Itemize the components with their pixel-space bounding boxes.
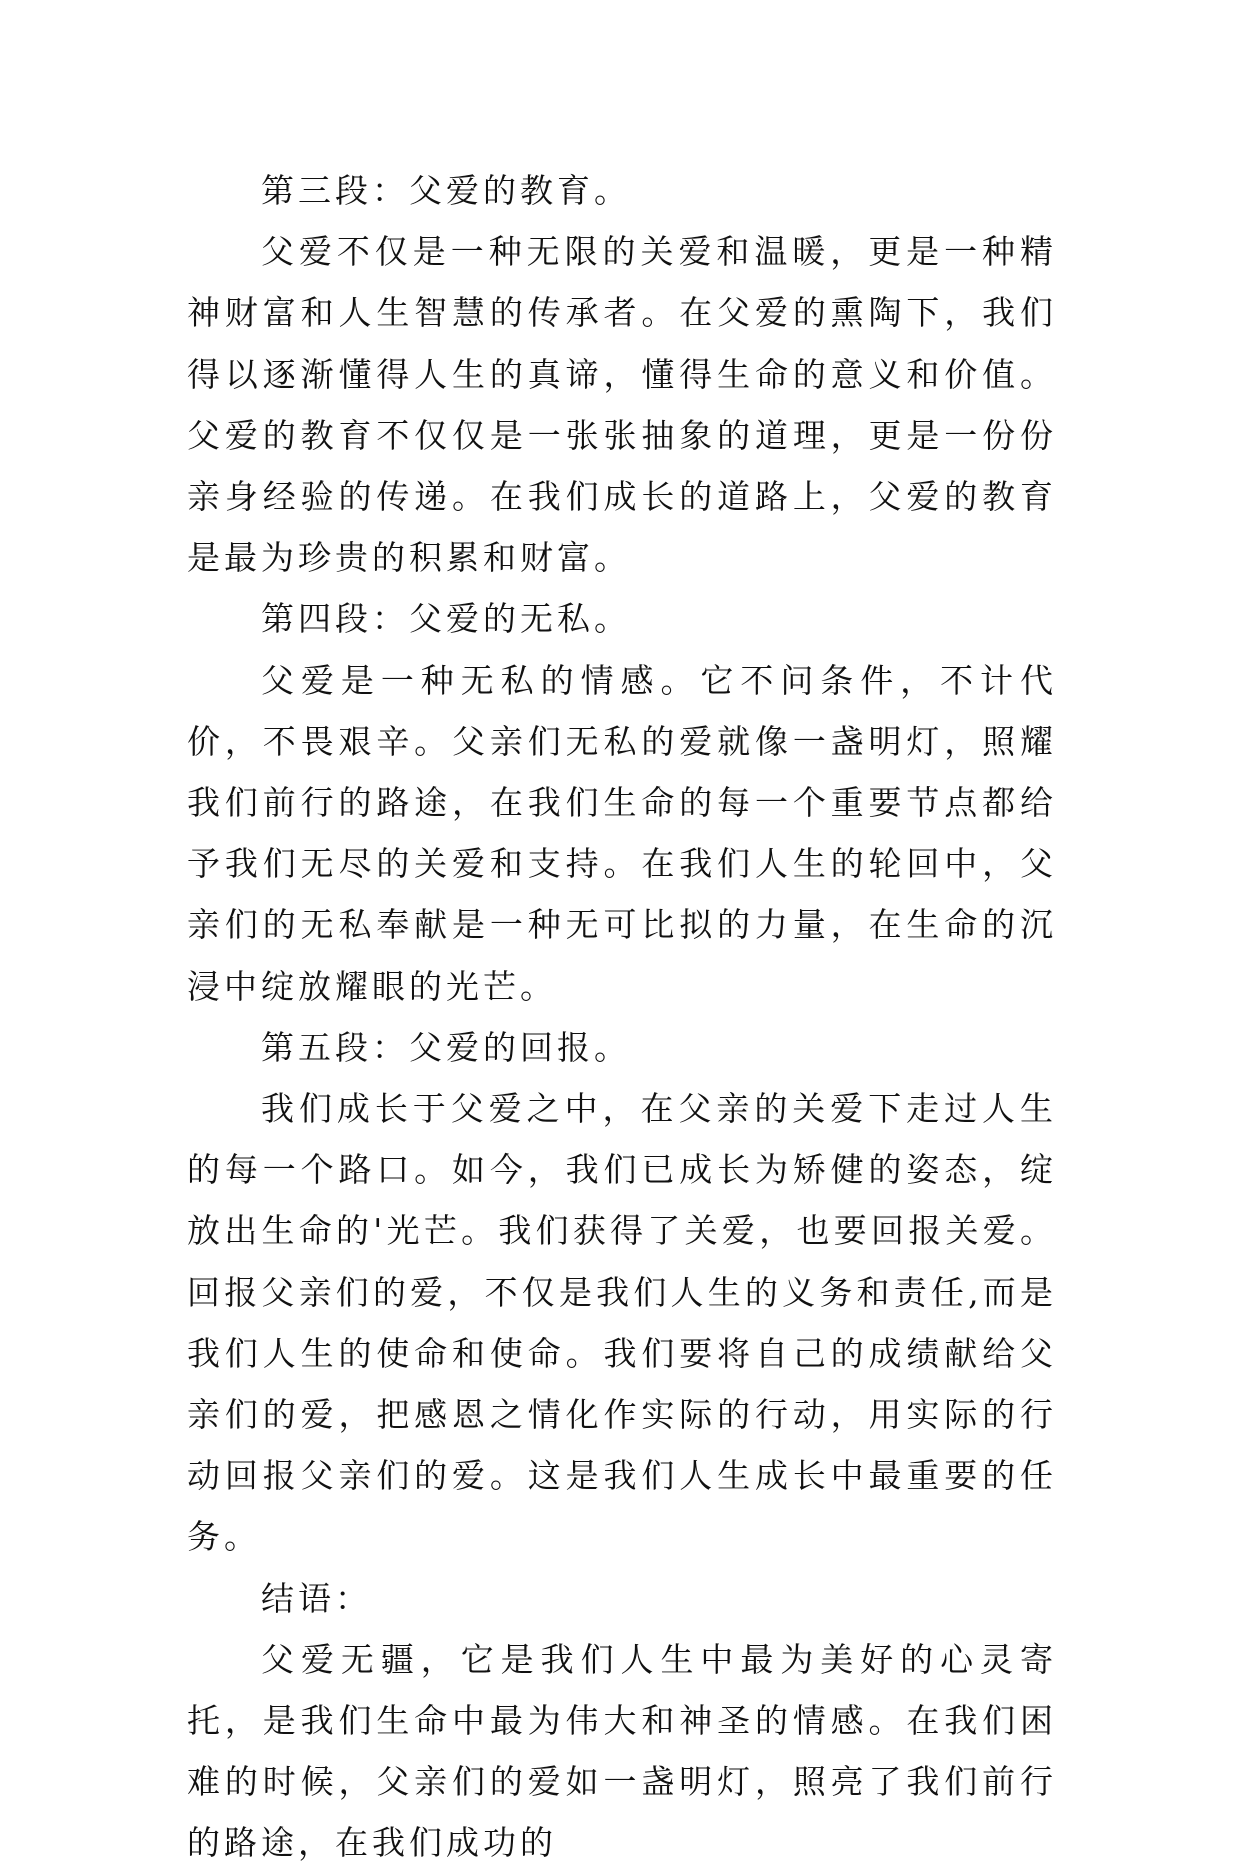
section-heading-4: 第四段：父爱的无私。 bbox=[261, 599, 631, 639]
paragraph-conclusion: 父爱无疆，它是我们人生中最为美好的心灵寄托，是我们生命中最为伟大和神圣的情感。在我们困难的时候，父亲们的爱如一盏明灯，照亮了我们前行的路途，在我们成功的 bbox=[187, 1639, 1057, 1863]
section-heading-5: 第五段：父爱的回报。 bbox=[261, 1027, 631, 1067]
paragraph-selflessness: 父爱是一种无私的情感。它不问条件，不计代价，不畏艰辛。父亲们无私的爱就像一盏明灯，照耀我们前行的路途，在我们生命的每一个重要节点都给予我们无尽的关爱和支持。在我们人生的轮回中，父亲们的无私奉献是一种无可比拟的力量，在生命的沉浸中绽放耀眼的光芒。 bbox=[187, 660, 1057, 1006]
section-heading-3: 第三段：父爱的教育。 bbox=[261, 171, 631, 210]
paragraph-education: 父爱不仅是一种无限的关爱和温暖，更是一种精神财富和人生智慧的传承者。在父爱的熏陶下，我们得以逐渐懂得人生的真谛，懂得生命的意义和价值。父爱的教育不仅仅是一张张抽象的道理，更是一份份亲身经验的传递。在我们成长的道路上，父爱的教育是最为珍贵的积累和财富。 bbox=[187, 232, 1057, 578]
conclusion-heading: 结语： bbox=[261, 1578, 372, 1618]
paragraph-repayment: 我们成长于父爱之中，在父亲的关爱下走过人生的每一个路口。如今，我们已成长为矫健的姿态，绽放出生命的'光芒。我们获得了关爱，也要回报关爱。回报父亲们的爱，不仅是我们人生的义务和责任,而是我们人生的使命和使命。我们要将自己的成绩献给父亲们的爱，把感恩之情化作实际的行动，用实际的行动回报父亲们的爱。这是我们人生成长中最重要的任务。 bbox=[187, 1089, 1057, 1557]
document-body bbox=[187, 160, 1057, 1874]
